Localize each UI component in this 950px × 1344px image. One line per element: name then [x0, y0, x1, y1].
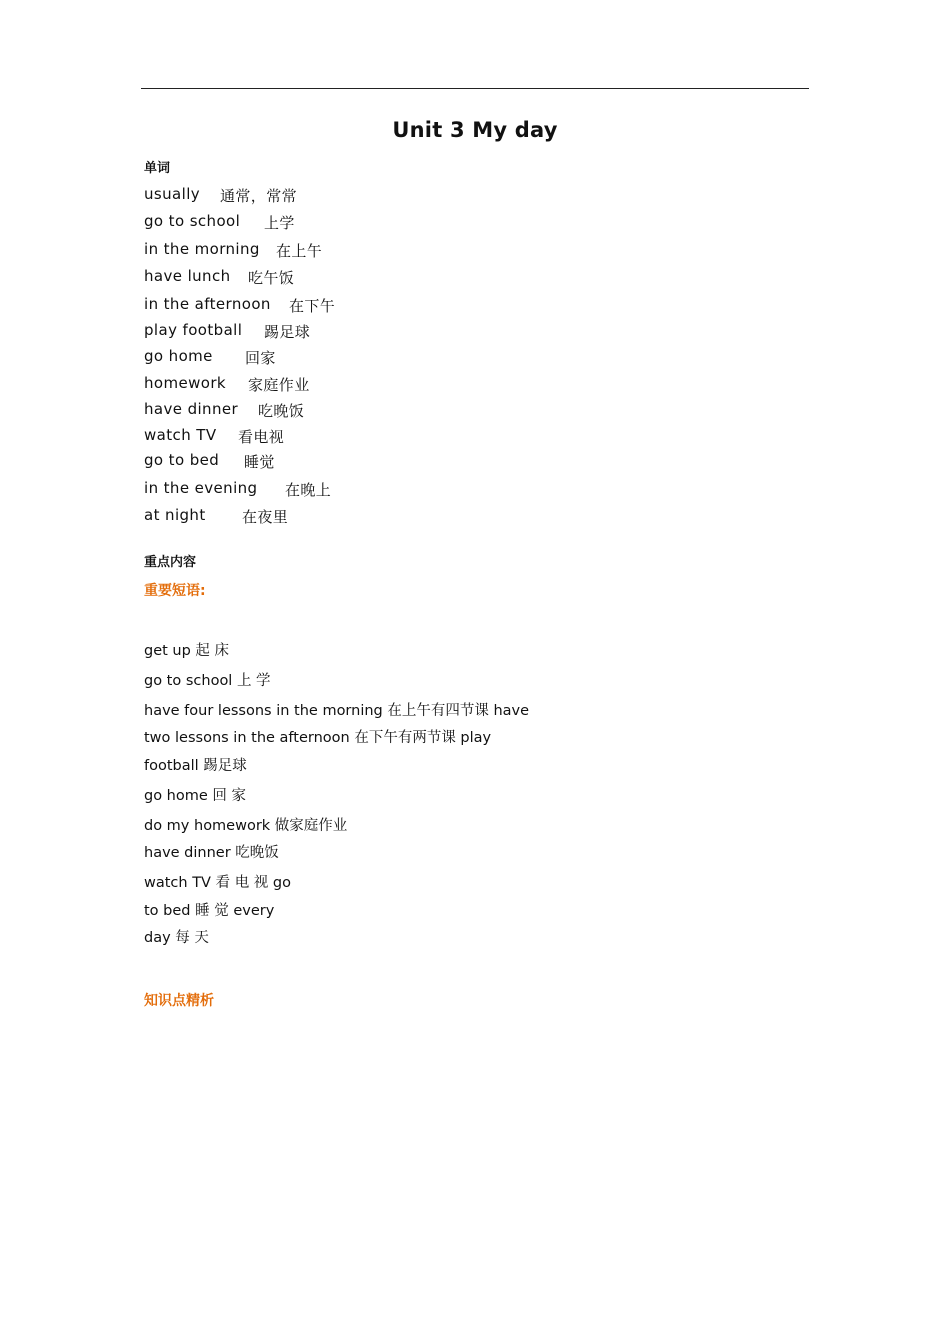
- vocab-cn: 在上午: [276, 242, 323, 260]
- vocab-en: watch TV: [144, 426, 217, 444]
- vocab-en: play football: [144, 321, 243, 339]
- vocab-en: have lunch: [144, 267, 231, 285]
- vocab-en: go home: [144, 347, 213, 365]
- vocab-row: [144, 347, 276, 367]
- vocab-row: [144, 506, 289, 526]
- vocab-en: have dinner: [144, 400, 239, 418]
- vocab-row: [144, 267, 295, 287]
- vocab-row: [144, 212, 295, 232]
- key-content-heading: 重点内容: [144, 555, 197, 570]
- vocab-cn: 吃晚饭: [258, 402, 305, 420]
- vocab-cn: 在下午: [289, 297, 336, 315]
- vocab-en: in the evening: [144, 479, 258, 497]
- vocab-row: [144, 451, 275, 471]
- vocab-cn: 踢足球: [264, 323, 311, 341]
- vocab-cn: 吃午饭: [248, 269, 295, 287]
- phrase-line: two lessons in the afternoon 在下午有两节课 play: [144, 730, 492, 746]
- vocab-en: go to bed: [144, 451, 220, 469]
- vocab-row: [144, 295, 336, 315]
- vocab-row: [144, 321, 311, 341]
- vocab-row: [144, 240, 323, 260]
- important-phrases-heading: 重要短语:: [144, 583, 206, 599]
- vocab-row: [144, 426, 285, 446]
- vocab-cn: 睡觉: [244, 453, 275, 471]
- knowledge-analysis-heading: 知识点精析: [144, 993, 214, 1009]
- vocab-row: [144, 400, 305, 420]
- phrase-line: have four lessons in the morning 在上午有四节课 have: [144, 703, 530, 719]
- phrase-line: do my homework 做家庭作业: [144, 818, 348, 834]
- vocab-en: in the afternoon: [144, 295, 271, 313]
- document-title: Unit 3 My day: [392, 118, 558, 142]
- vocab-en: at night: [144, 506, 206, 524]
- vocab-row: [144, 479, 332, 499]
- vocab-cn: 家庭作业: [248, 376, 310, 394]
- vocab-cn: 在晚上: [285, 481, 332, 499]
- vocab-row: [144, 374, 310, 394]
- phrase-line: have dinner 吃晚饭: [144, 845, 279, 861]
- header-rule: [141, 88, 809, 89]
- phrase-line: watch TV 看 电 视 go: [144, 875, 291, 891]
- vocab-en: in the morning: [144, 240, 260, 258]
- phrase-line: go home 回 家: [144, 788, 247, 804]
- phrase-line: day 每 天: [144, 930, 209, 946]
- vocab-en: homework: [144, 374, 227, 392]
- phrase-line: go to school 上 学: [144, 673, 271, 689]
- vocab-cn: 回家: [245, 349, 276, 367]
- vocab-heading: 单词: [144, 161, 171, 176]
- vocab-en: usually: [144, 185, 201, 203]
- vocab-row: [144, 185, 298, 205]
- vocab-cn: 上学: [264, 214, 295, 232]
- vocab-cn: 通常，常常: [220, 187, 298, 205]
- vocab-cn: 看电视: [238, 428, 285, 446]
- phrase-line: to bed 睡 觉 every: [144, 903, 275, 919]
- phrase-line: get up 起 床: [144, 643, 230, 659]
- vocab-cn: 在夜里: [242, 508, 289, 526]
- vocab-en: go to school: [144, 212, 241, 230]
- phrase-line: football 踢足球: [144, 758, 247, 774]
